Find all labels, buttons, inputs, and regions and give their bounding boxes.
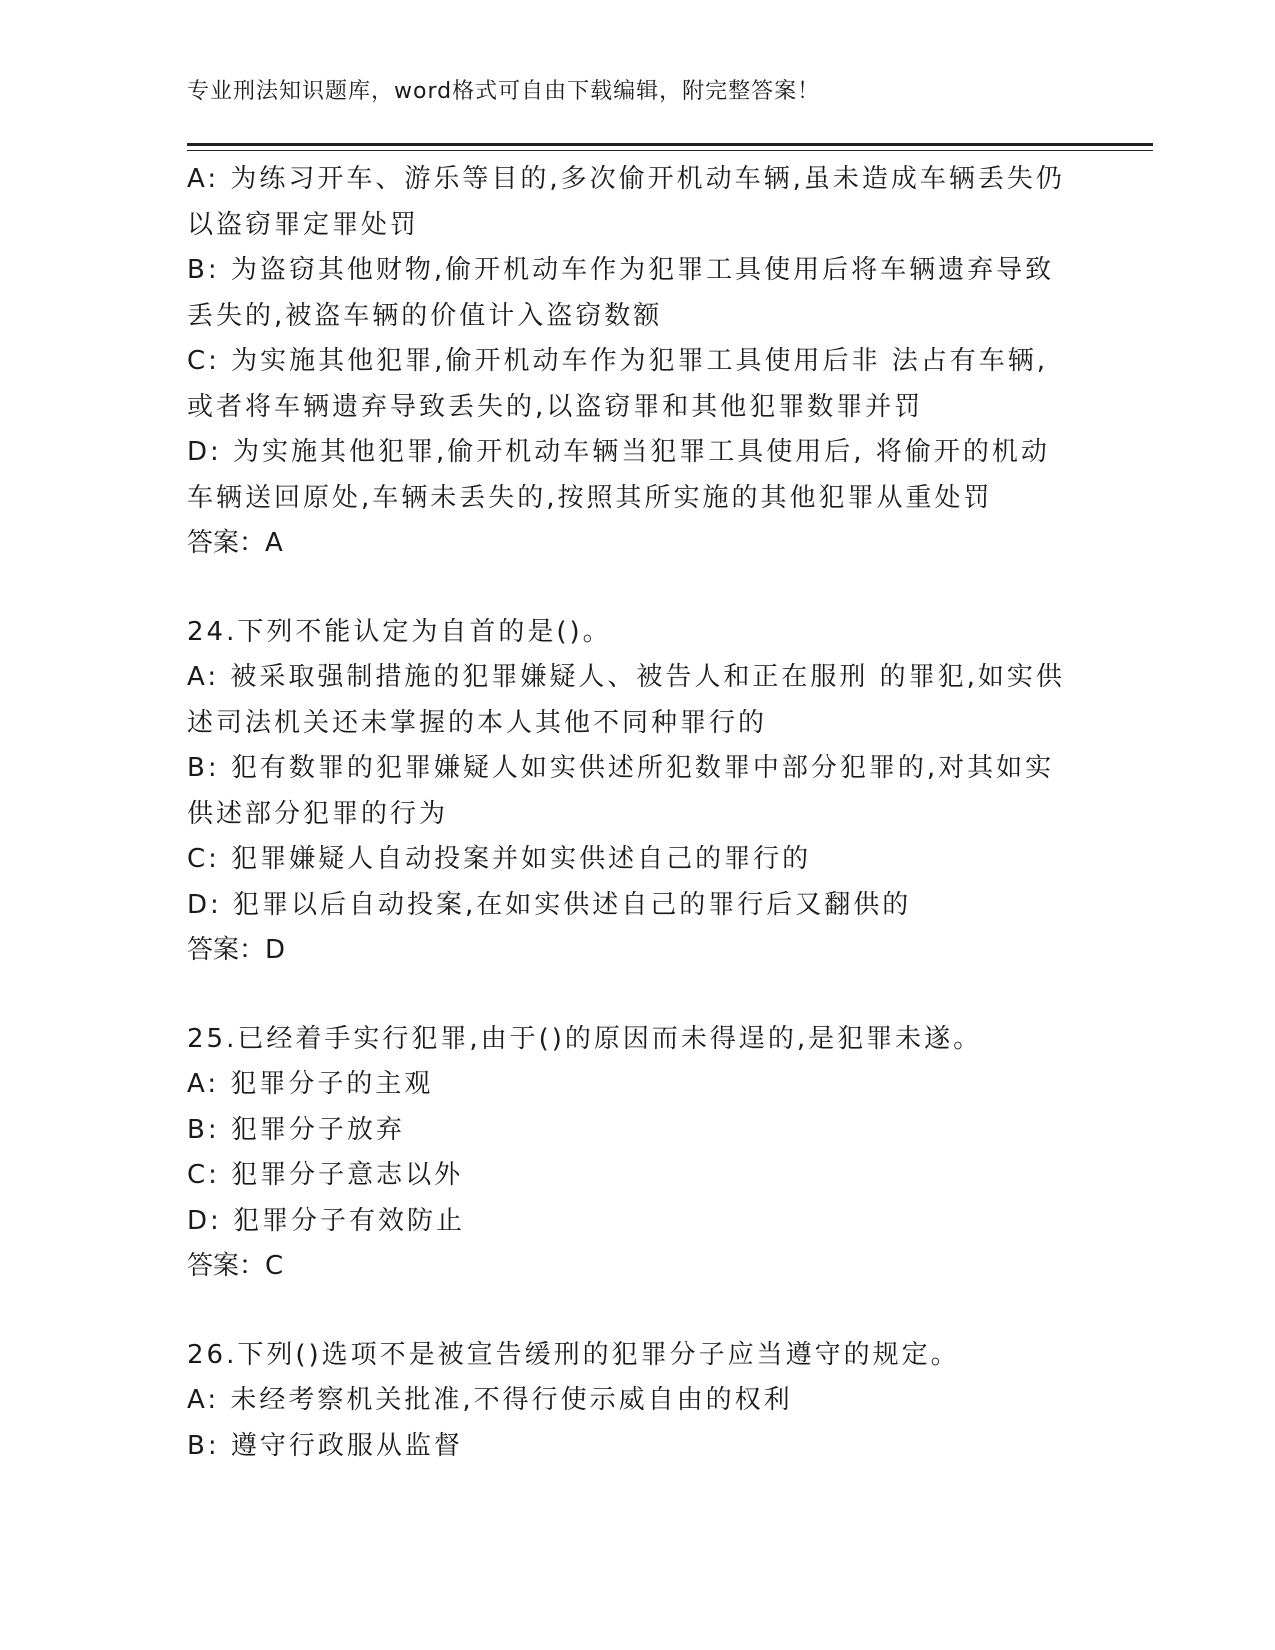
page-header: 专业刑法知识题库，word格式可自由下载编辑，附完整答案！ [187, 79, 821, 104]
q23-option-a-line1: A: 为练习开车、游乐等目的,多次偷开机动车辆,虽未造成车辆丢失仍 [187, 164, 1065, 194]
q23-option-a-line2: 以盗窃罪定罪处罚 [187, 209, 420, 240]
q23-option-c-line2: 或者将车辆遗弃导致丢失的,以盗窃罪和其他犯罪数罪并罚 [187, 391, 924, 422]
question-24 [187, 610, 1087, 974]
q26-question-text: 26.下列()选项不是被宣告缓刑的犯罪分子应当遵守的规定。 [187, 1339, 960, 1370]
q25-option-d: D: 犯罪分子有效防止 [187, 1205, 466, 1236]
q23-option-d-line2: 车辆送回原处,车辆未丢失的,按照其所实施的其他犯罪从重处罚 [187, 482, 993, 513]
q25-answer: 答案：C [187, 1251, 284, 1281]
q24-answer: 答案：D [187, 935, 286, 965]
q26-option-a: A: 未经考察机关批准,不得行使示威自由的权利 [187, 1385, 793, 1415]
q23-option-b-line1: B: 为盗窃其他财物,偷开机动车作为犯罪工具使用后将车辆遗弃导致 [187, 255, 1055, 285]
question-25 [187, 1017, 1087, 1290]
q23-option-c-line1: C: 为实施其他犯罪,偷开机动车作为犯罪工具使用后非 法占有车辆, [187, 346, 1048, 376]
spacer [187, 567, 1087, 610]
q25-option-c: C: 犯罪分子意志以外 [187, 1160, 464, 1190]
q24-option-a-line1: A: 被采取强制措施的犯罪嫌疑人、被告人和正在服刑 的罪犯,如实供 [187, 662, 1065, 692]
q24-option-a-line2: 述司法机关还未掌握的本人其他不同种罪行的 [187, 707, 768, 738]
q24-option-d: D: 犯罪以后自动投案,在如实供述自己的罪行后又翻供的 [187, 889, 912, 920]
header-rule-thin [187, 150, 1153, 151]
q25-option-a: A: 犯罪分子的主观 [187, 1069, 434, 1099]
q23-option-b-line2: 丢失的,被盗车辆的价值计入盗窃数额 [187, 300, 663, 331]
question-content [187, 157, 1087, 1469]
q26-option-b: B: 遵守行政服从监督 [187, 1430, 463, 1461]
q25-option-b: B: 犯罪分子放弃 [187, 1114, 405, 1145]
q24-option-c: C: 犯罪嫌疑人自动投案并如实供述自己的罪行的 [187, 844, 812, 874]
spacer [187, 974, 1087, 1017]
q23-option-d-line1: D: 为实施其他犯罪,偷开机动车辆当犯罪工具使用后, 将偷开的机动 [187, 437, 1050, 467]
q25-question-text: 25.已经着手实行犯罪,由于()的原因而未得逞的,是犯罪未遂。 [187, 1023, 983, 1054]
question-23 [187, 157, 1087, 567]
question-26 [187, 1333, 1087, 1470]
q23-answer: 答案：A [187, 528, 283, 558]
header-rule-thick [187, 143, 1153, 146]
q24-question-text: 24.下列不能认定为自首的是()。 [187, 616, 612, 647]
spacer [187, 1290, 1087, 1333]
q24-option-b-line1: B: 犯有数罪的犯罪嫌疑人如实供述所犯数罪中部分犯罪的,对其如实 [187, 753, 1055, 783]
q24-option-b-line2: 供述部分犯罪的行为 [187, 798, 449, 829]
